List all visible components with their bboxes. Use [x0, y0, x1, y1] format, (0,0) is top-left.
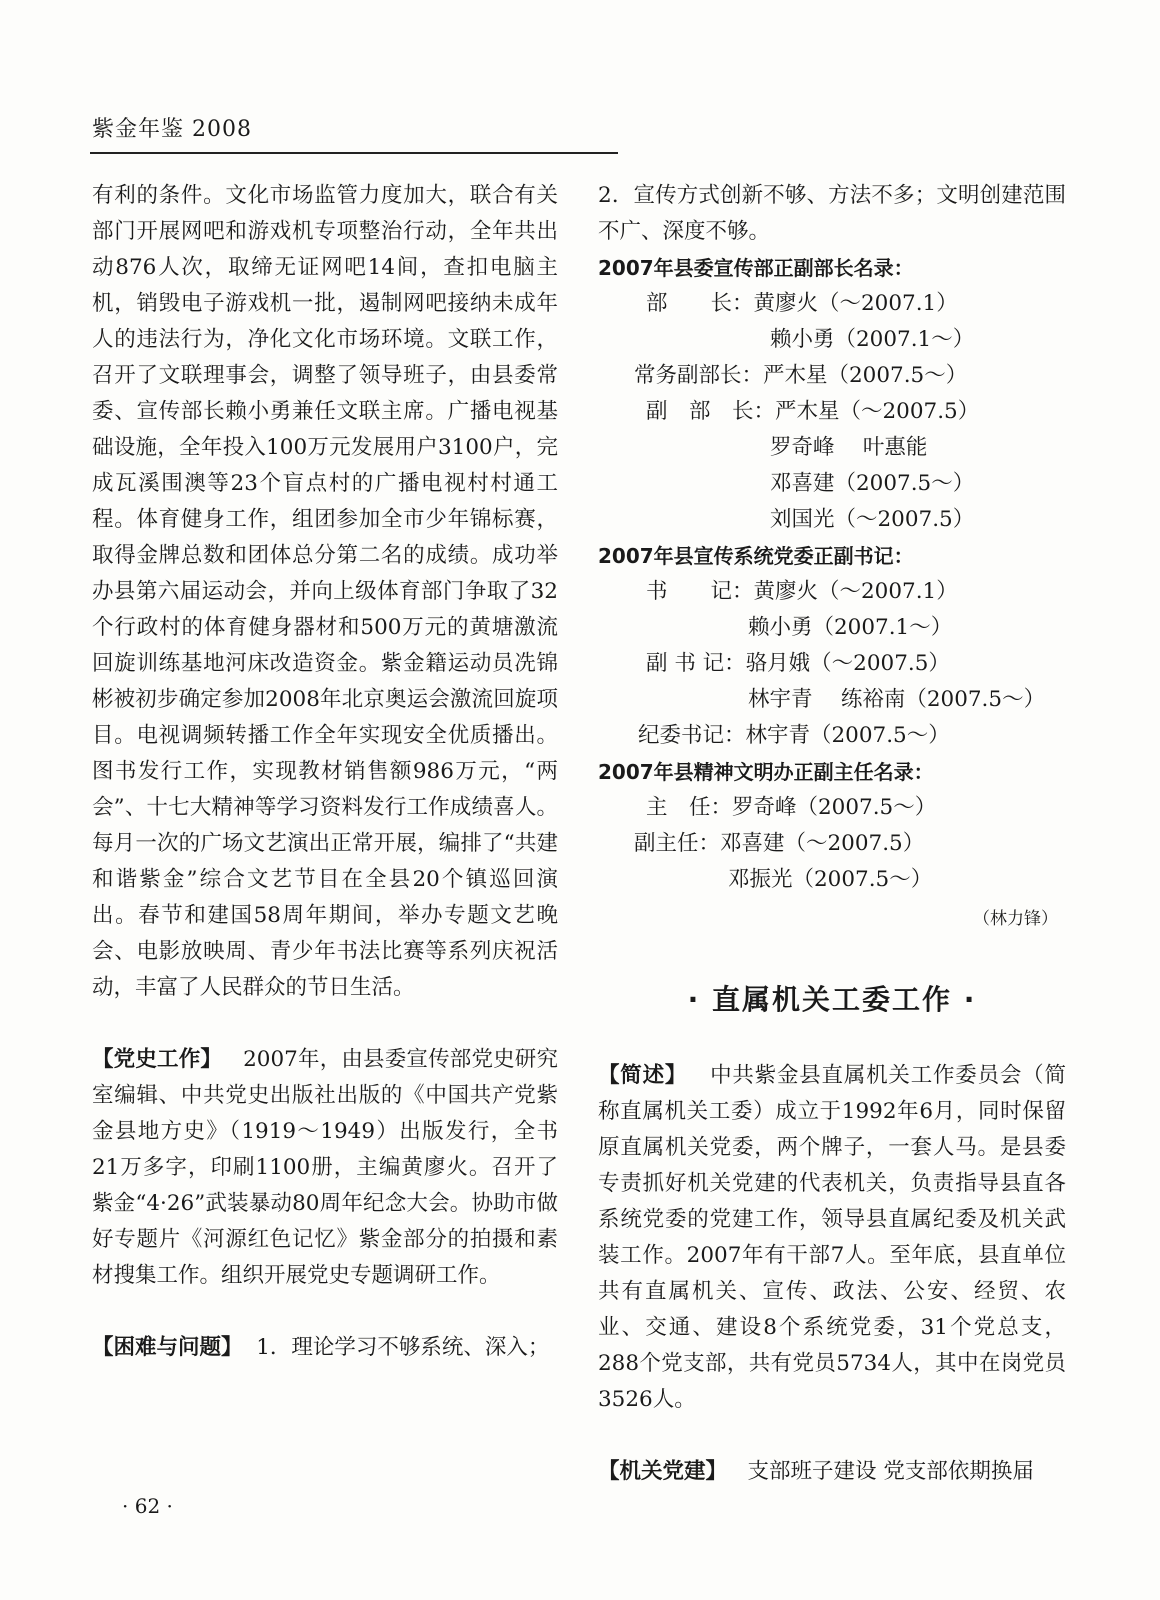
roster-line: 刘国光（～2007.5）: [770, 507, 975, 532]
difficulty-tag: 【困难与问题】: [92, 1335, 243, 1360]
roster-civilization-office-title: 2007年县精神文明办正副主任名录：: [598, 760, 934, 784]
difficulty-continued: 2．宣传方式创新不够、方法不多；文明创建范围不广、深度不够。: [598, 183, 1066, 244]
roster-line: 赖小勇（2007.1～）: [770, 327, 975, 352]
roster-propaganda-dept-title: 2007年县委宣传部正副部长名录：: [598, 256, 914, 280]
difficulty-paragraph: [92, 1330, 558, 1366]
roster-line: 部 长：黄廖火（～2007.1）: [646, 291, 958, 316]
difficulty-text: 1．理论学习不够系统、深入；: [256, 1335, 550, 1360]
roster-line: 赖小勇（2007.1～）: [748, 615, 953, 640]
roster-line: 书 记：黄廖火（～2007.1）: [646, 579, 958, 604]
culture-paragraph: 有利的条件。文化市场监管力度加大，联合有关部门开展网吧和游戏机专项整治行动，全年共出动876人次，取缔无证网吧14间，查扣电脑主机，销毁电子游戏机一批，遏制网吧接纳未成年人的违法行为，净化文化市场环境。文联工作，召开了文联理事会，调整了领导班子，由县委常委、宣传部长赖小勇兼任文联主席。广播电视基础设施，全年投入100万元发展用户3100户，完成瓦溪围澳等23个盲点村的广播电视村村通工程。体育健身工作，组团参加全市少年锦标赛，取得金牌总数和团体总分第二名的成绩。成功举办县第六届运动会，并向上级体育部门争取了32个行政村的体育健身器材和500万元的黄塘激流回旋训练基地河床改造资金。紫金籍运动员冼锦彬被初步确定参加2008年北京奥运会激流回旋项目。电视调频转播工作全年实现安全优质播出。图书发行工作，实现教材销售额986万元，“两会”、十七大精神等学习资料发行工作成绩喜人。每月一次的广场文艺演出正常开展，编排了“共建和谐紫金”综合文艺节目在全县20个镇巡回演出。春节和建国58周年期间，举办专题文艺晚会、电影放映周、青少年书法比赛等系列庆祝活动，丰富了人民群众的节日生活。: [92, 183, 558, 1000]
party-history-paragraph: [92, 1042, 558, 1294]
party-history-text: 2007年，由县委宣传部党史研究室编辑、中共党史出版社出版的《中国共产党紫金县地方史》（1919～1949）出版发行，全书21万多字，印刷1100册，主编黄廖火。召开了紫金“4·26”武装暴动80周年纪念大会。协助市做好专题片《河源红色记忆》紫金部分的拍摄和素材搜集工作。组织开展党史专题调研工作。: [92, 1047, 558, 1288]
intro-paragraph: [598, 1058, 1066, 1418]
roster-line: 主 任：罗奇峰（2007.5～）: [646, 795, 937, 820]
running-header: 紫金年鉴 2008: [92, 117, 252, 142]
roster-line: 邓振光（2007.5～）: [728, 867, 933, 892]
author-credit: （林力锋）: [973, 909, 1058, 929]
party-history-tag: 【党史工作】: [92, 1047, 223, 1072]
left-column: [92, 178, 558, 1366]
org-text: 支部班子建设 党支部依期换届: [747, 1459, 1034, 1484]
intro-text: 中共紫金县直属机关工作委员会（简称直属机关工委）成立于1992年6月，同时保留原直属机关党委，两个牌子，一套人马。是县委专责抓好机关党建的代表机关，负责指导县直各系统党委的党建工作，领导县直属纪委及机关武装工作。2007年有干部7人。至年底，县直单位共有直属机关、宣传、政法、公安、经贸、农业、交通、建设8个系统党委，31个党总支，288个党支部，共有党员5734人，其中在岗党员3526人。: [598, 1063, 1066, 1412]
intro-tag: 【简述】: [598, 1063, 688, 1088]
right-column: [598, 178, 1066, 1490]
roster-line: 副 部 长：严木星（～2007.5）: [646, 399, 980, 424]
roster-line: 林宇青 练裕南（2007.5～）: [748, 687, 1046, 712]
roster-line: 常务副部长：严木星（2007.5～）: [634, 363, 968, 388]
page-number: · 62 ·: [122, 1494, 173, 1518]
org-tag: 【机关党建】: [598, 1459, 728, 1484]
org-paragraph: [598, 1454, 1066, 1490]
header-rule: [90, 152, 618, 154]
section-title: · 直属机关工委工作 ·: [687, 983, 977, 1016]
roster-party-committee-title: 2007年县宣传系统党委正副书记：: [598, 544, 914, 568]
roster-line: 副主任：邓喜建（～2007.5）: [634, 831, 925, 856]
roster-line: 邓喜建（2007.5～）: [770, 471, 975, 496]
roster-line: 罗奇峰 叶惠能: [770, 435, 928, 460]
roster-line: 纪委书记：林宇青（2007.5～）: [638, 723, 950, 748]
roster-line: 副 书 记：骆月娥（～2007.5）: [646, 651, 950, 676]
